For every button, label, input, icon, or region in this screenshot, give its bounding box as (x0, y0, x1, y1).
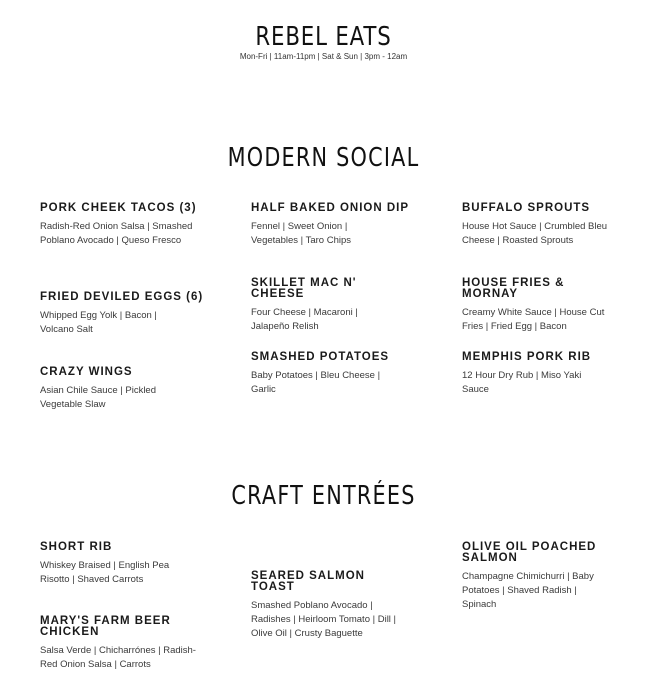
item-description: House Hot Sauce | Crumbled Bleu Cheese | Roasted Sprouts (462, 221, 608, 246)
item-name: HOUSE FRIES & MORNAY (462, 277, 565, 300)
item-description: Fennel | Sweet Onion | Vegetables | Taro Chips (251, 221, 351, 246)
item-name: FRIED DEVILED EGGS (6) (40, 291, 204, 303)
item-description: Baby Potatoes | Bleu Cheese | Garlic (251, 370, 381, 395)
menu-item-seared-salmon-toast (251, 571, 411, 641)
menu-item-crazy-wings (40, 367, 210, 412)
menu-item-fried-deviled-eggs (40, 292, 210, 337)
menu-item-short-rib (40, 542, 210, 587)
item-description: Salsa Verde | Chicharrónes | Radish-Red Onion Salsa | Carrots (40, 645, 196, 670)
item-description: Champagne Chimichurri | Baby Potatoes | Shaved Radish | Spinach (462, 571, 594, 610)
menu-item-half-baked-onion-dip (251, 203, 411, 248)
menu-item-pork-cheek-tacos (40, 203, 210, 248)
item-name: HALF BAKED ONION DIP (251, 202, 409, 214)
restaurant-name: REBEL EATS (255, 22, 392, 52)
section-title-craft-entrees: CRAFT ENTRÉES (231, 481, 416, 511)
menu-item-skillet-mac-n-cheese (251, 278, 411, 334)
item-description: 12 Hour Dry Rub | Miso Yaki Sauce (462, 370, 582, 395)
menu-item-buffalo-sprouts (462, 203, 612, 248)
item-name: CRAZY WINGS (40, 366, 133, 378)
menu-item-marys-farm-beer-chicken (40, 616, 210, 672)
item-name: SHORT RIB (40, 541, 113, 553)
item-name: SMASHED POTATOES (251, 351, 390, 363)
item-name: SEARED SALMON TOAST (251, 570, 365, 593)
item-name: MARY'S FARM BEER CHICKEN (40, 615, 171, 638)
item-name: PORK CHEEK TACOS (3) (40, 202, 197, 214)
item-description: Four Cheese | Macaroni | Jalapeño Relish (251, 307, 358, 332)
menu-item-memphis-pork-rib (462, 352, 622, 397)
menu-item-smashed-potatoes (251, 352, 411, 397)
item-name: BUFFALO SPROUTS (462, 202, 591, 214)
item-name: SKILLET MAC N' CHEESE (251, 277, 357, 300)
item-description: Asian Chile Sauce | Pickled Vegetable Slaw (40, 385, 156, 410)
item-description: Creamy White Sauce | House Cut Fries | Fried Egg | Bacon (462, 307, 605, 332)
section-title-modern-social: MODERN SOCIAL (227, 143, 420, 173)
item-name: MEMPHIS PORK RIB (462, 351, 592, 363)
item-name: OLIVE OIL POACHED SALMON (462, 541, 597, 564)
item-description: Smashed Poblano Avocado | Radishes | Heirloom Tomato | Dill | Olive Oil | Crusty Baguette (251, 600, 397, 639)
item-description: Whipped Egg Yolk | Bacon | Volcano Salt (40, 310, 157, 335)
opening-hours: Mon-Fri | 11am-11pm | Sat & Sun | 3pm - 12am (239, 52, 408, 61)
menu-item-house-fries-mornay (462, 278, 622, 334)
item-description: Whiskey Braised | English Pea Risotto | Shaved Carrots (40, 560, 170, 585)
item-description: Radish-Red Onion Salsa | Smashed Poblano Avocado | Queso Fresco (40, 221, 193, 246)
menu-item-olive-oil-poached-salmon (462, 542, 612, 612)
